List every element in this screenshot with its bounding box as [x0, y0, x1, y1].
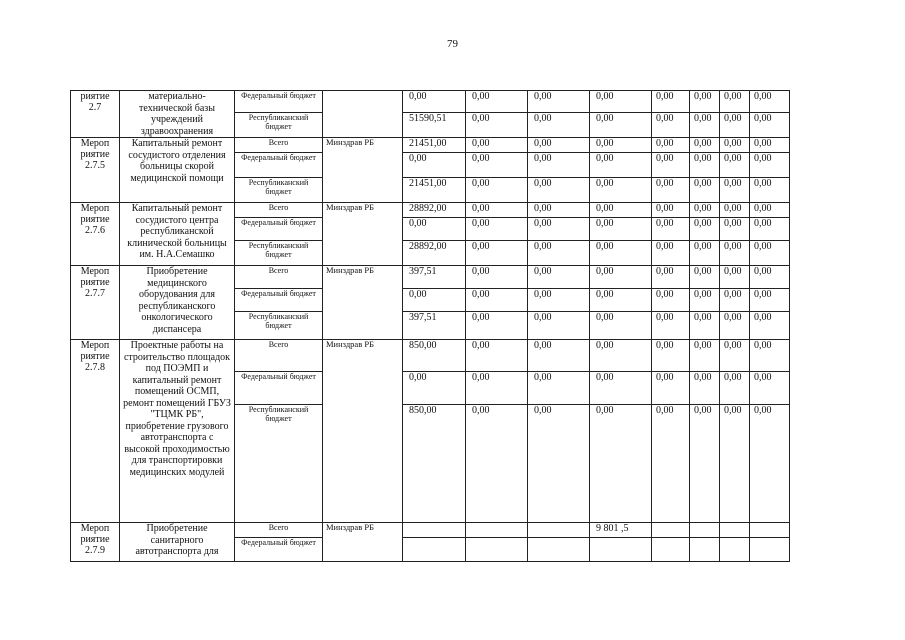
cell: 0,00 — [652, 312, 690, 340]
cell: 0,00 — [720, 203, 750, 218]
cell: 0,00 — [528, 312, 590, 340]
measure-name: Приобретение медицинского оборудования для республиканского онкологического диспансера — [120, 266, 235, 340]
source-total: Всего — [235, 340, 323, 372]
table-row — [71, 340, 790, 372]
cell — [652, 538, 690, 562]
cell: 0,00 — [750, 266, 790, 289]
cell: 850,00 — [403, 340, 466, 372]
cell: 0,00 — [690, 372, 720, 405]
cell: 0,00 — [652, 138, 690, 153]
cell: 0,00 — [750, 241, 790, 266]
cell: 0,00 — [690, 405, 720, 523]
measure-code: Мероп риятие 2.7.7 — [71, 266, 120, 340]
page-number: 79 — [447, 38, 458, 50]
cell: 0,00 — [720, 289, 750, 312]
measure-code: Мероп риятие 2.7.8 — [71, 340, 120, 523]
measure-code: Мероп риятие 2.7.9 — [71, 523, 120, 562]
cell: 9 801 ,5 — [590, 523, 652, 538]
cell — [690, 538, 720, 562]
cell: 0,00 — [466, 266, 528, 289]
cell: 0,00 — [528, 91, 590, 113]
cell: 0,00 — [466, 138, 528, 153]
source-federal: Федеральный бюджет — [235, 372, 323, 405]
executor: Минздрав РБ — [323, 138, 403, 203]
cell: 0,00 — [652, 178, 690, 203]
cell: 397,51 — [403, 266, 466, 289]
executor: Минздрав РБ — [323, 523, 403, 562]
cell: 0,00 — [652, 113, 690, 138]
cell: 0,00 — [590, 91, 652, 113]
cell: 0,00 — [652, 203, 690, 218]
cell: 0,00 — [590, 289, 652, 312]
source-republican: Республиканский бюджет — [235, 178, 323, 203]
cell: 0,00 — [720, 113, 750, 138]
cell: 21451,00 — [403, 138, 466, 153]
source-republican: Республиканский бюджет — [235, 405, 323, 523]
measure-code: Мероп риятие 2.7.5 — [71, 138, 120, 203]
cell: 0,00 — [528, 218, 590, 241]
budget-table — [70, 90, 790, 562]
cell: 0,00 — [528, 340, 590, 372]
cell — [528, 538, 590, 562]
cell: 0,00 — [403, 289, 466, 312]
source-federal: Федеральный бюджет — [235, 91, 323, 113]
cell: 0,00 — [750, 340, 790, 372]
source-republican: Республиканский бюджет — [235, 241, 323, 266]
table-row — [71, 523, 790, 538]
cell: 0,00 — [590, 266, 652, 289]
cell: 0,00 — [750, 178, 790, 203]
cell: 0,00 — [652, 91, 690, 113]
cell: 0,00 — [652, 289, 690, 312]
cell: 0,00 — [690, 138, 720, 153]
measure-code: Мероп риятие 2.7.6 — [71, 203, 120, 266]
cell: 0,00 — [466, 340, 528, 372]
cell: 0,00 — [750, 312, 790, 340]
cell: 0,00 — [403, 91, 466, 113]
cell: 0,00 — [690, 312, 720, 340]
source-federal: Федеральный бюджет — [235, 289, 323, 312]
cell — [720, 523, 750, 538]
cell: 0,00 — [750, 138, 790, 153]
cell: 0,00 — [528, 372, 590, 405]
source-federal: Федеральный бюджет — [235, 153, 323, 178]
cell: 0,00 — [652, 372, 690, 405]
cell: 0,00 — [720, 91, 750, 113]
cell — [590, 538, 652, 562]
cell: 0,00 — [403, 372, 466, 405]
cell: 0,00 — [466, 289, 528, 312]
source-total: Всего — [235, 138, 323, 153]
cell — [720, 538, 750, 562]
cell: 0,00 — [690, 218, 720, 241]
source-federal: Федеральный бюджет — [235, 538, 323, 562]
cell: 0,00 — [720, 218, 750, 241]
cell: 0,00 — [750, 113, 790, 138]
cell: 0,00 — [720, 266, 750, 289]
cell: 0,00 — [528, 178, 590, 203]
cell: 0,00 — [466, 91, 528, 113]
cell: 0,00 — [590, 113, 652, 138]
cell: 0,00 — [590, 241, 652, 266]
executor: Минздрав РБ — [323, 340, 403, 523]
cell: 0,00 — [750, 372, 790, 405]
cell: 0,00 — [690, 91, 720, 113]
cell: 0,00 — [750, 203, 790, 218]
cell: 0,00 — [466, 178, 528, 203]
cell: 0,00 — [590, 405, 652, 523]
cell — [403, 538, 466, 562]
cell: 0,00 — [720, 138, 750, 153]
cell: 0,00 — [466, 218, 528, 241]
measure-code: риятие 2.7 — [71, 91, 120, 138]
cell: 0,00 — [652, 218, 690, 241]
source-total: Всего — [235, 203, 323, 218]
cell: 21451,00 — [403, 178, 466, 203]
cell: 0,00 — [528, 241, 590, 266]
cell: 0,00 — [466, 405, 528, 523]
cell: 0,00 — [528, 289, 590, 312]
source-republican: Республиканский бюджет — [235, 113, 323, 138]
source-republican: Республиканский бюджет — [235, 312, 323, 340]
cell: 0,00 — [403, 218, 466, 241]
cell: 0,00 — [690, 153, 720, 178]
cell: 0,00 — [590, 153, 652, 178]
executor — [323, 91, 403, 138]
table-row — [71, 138, 790, 153]
cell: 0,00 — [720, 178, 750, 203]
cell: 0,00 — [750, 289, 790, 312]
cell: 0,00 — [590, 312, 652, 340]
cell: 0,00 — [528, 203, 590, 218]
cell: 0,00 — [750, 405, 790, 523]
cell: 0,00 — [466, 153, 528, 178]
cell — [528, 523, 590, 538]
cell: 0,00 — [466, 372, 528, 405]
cell — [750, 523, 790, 538]
measure-name: Приобретение санитарного автотранспорта для — [120, 523, 235, 562]
cell: 0,00 — [690, 340, 720, 372]
cell: 0,00 — [528, 138, 590, 153]
cell: 0,00 — [652, 153, 690, 178]
executor: Минздрав РБ — [323, 266, 403, 340]
source-federal: Федеральный бюджет — [235, 218, 323, 241]
cell: 28892,00 — [403, 241, 466, 266]
measure-name: Капитальный ремонт сосудистого центра республиканской клинической больницы им. Н.А.Семашко — [120, 203, 235, 266]
source-total: Всего — [235, 523, 323, 538]
cell: 0,00 — [528, 153, 590, 178]
measure-name: материально-технической базы учреждений здравоохранения — [120, 91, 235, 138]
cell: 0,00 — [720, 340, 750, 372]
cell: 0,00 — [652, 340, 690, 372]
cell: 0,00 — [466, 113, 528, 138]
cell — [750, 538, 790, 562]
cell: 0,00 — [720, 372, 750, 405]
cell: 0,00 — [528, 113, 590, 138]
cell: 0,00 — [690, 203, 720, 218]
executor: Минздрав РБ — [323, 203, 403, 266]
source-total: Всего — [235, 266, 323, 289]
cell: 0,00 — [750, 91, 790, 113]
cell: 0,00 — [652, 405, 690, 523]
cell: 0,00 — [590, 372, 652, 405]
cell: 0,00 — [528, 266, 590, 289]
cell: 0,00 — [590, 218, 652, 241]
table-row — [71, 266, 790, 289]
cell: 0,00 — [720, 153, 750, 178]
cell: 0,00 — [590, 178, 652, 203]
cell — [466, 538, 528, 562]
cell: 0,00 — [690, 178, 720, 203]
table-row — [71, 91, 790, 113]
cell: 0,00 — [690, 241, 720, 266]
cell: 0,00 — [590, 203, 652, 218]
cell: 0,00 — [750, 218, 790, 241]
cell — [652, 523, 690, 538]
cell: 0,00 — [466, 241, 528, 266]
cell: 0,00 — [652, 241, 690, 266]
cell: 0,00 — [690, 289, 720, 312]
cell: 0,00 — [590, 340, 652, 372]
cell: 0,00 — [720, 241, 750, 266]
cell — [466, 523, 528, 538]
cell: 0,00 — [652, 266, 690, 289]
measure-name: Проектные работы на строительство площадок под ПОЭМП и капитальный ремонт помещений ОСМП, ремонт помещений ГБУЗ "ТЦМК РБ", приобретение грузового автотранспорта с высокой проходимостью для транспортировки медицинских модулей — [120, 340, 235, 523]
measure-name: Капитальный ремонт сосудистого отделения больницы скорой медицинской помощи — [120, 138, 235, 203]
cell: 0,00 — [690, 266, 720, 289]
cell: 397,51 — [403, 312, 466, 340]
cell: 0,00 — [403, 153, 466, 178]
cell: 0,00 — [750, 153, 790, 178]
cell: 51590,51 — [403, 113, 466, 138]
cell: 0,00 — [690, 113, 720, 138]
table-row — [71, 203, 790, 218]
cell: 0,00 — [528, 405, 590, 523]
cell: 0,00 — [466, 312, 528, 340]
cell — [690, 523, 720, 538]
cell: 850,00 — [403, 405, 466, 523]
cell: 0,00 — [720, 405, 750, 523]
cell: 0,00 — [590, 138, 652, 153]
cell: 0,00 — [720, 312, 750, 340]
cell: 0,00 — [466, 203, 528, 218]
cell: 28892,00 — [403, 203, 466, 218]
cell — [403, 523, 466, 538]
